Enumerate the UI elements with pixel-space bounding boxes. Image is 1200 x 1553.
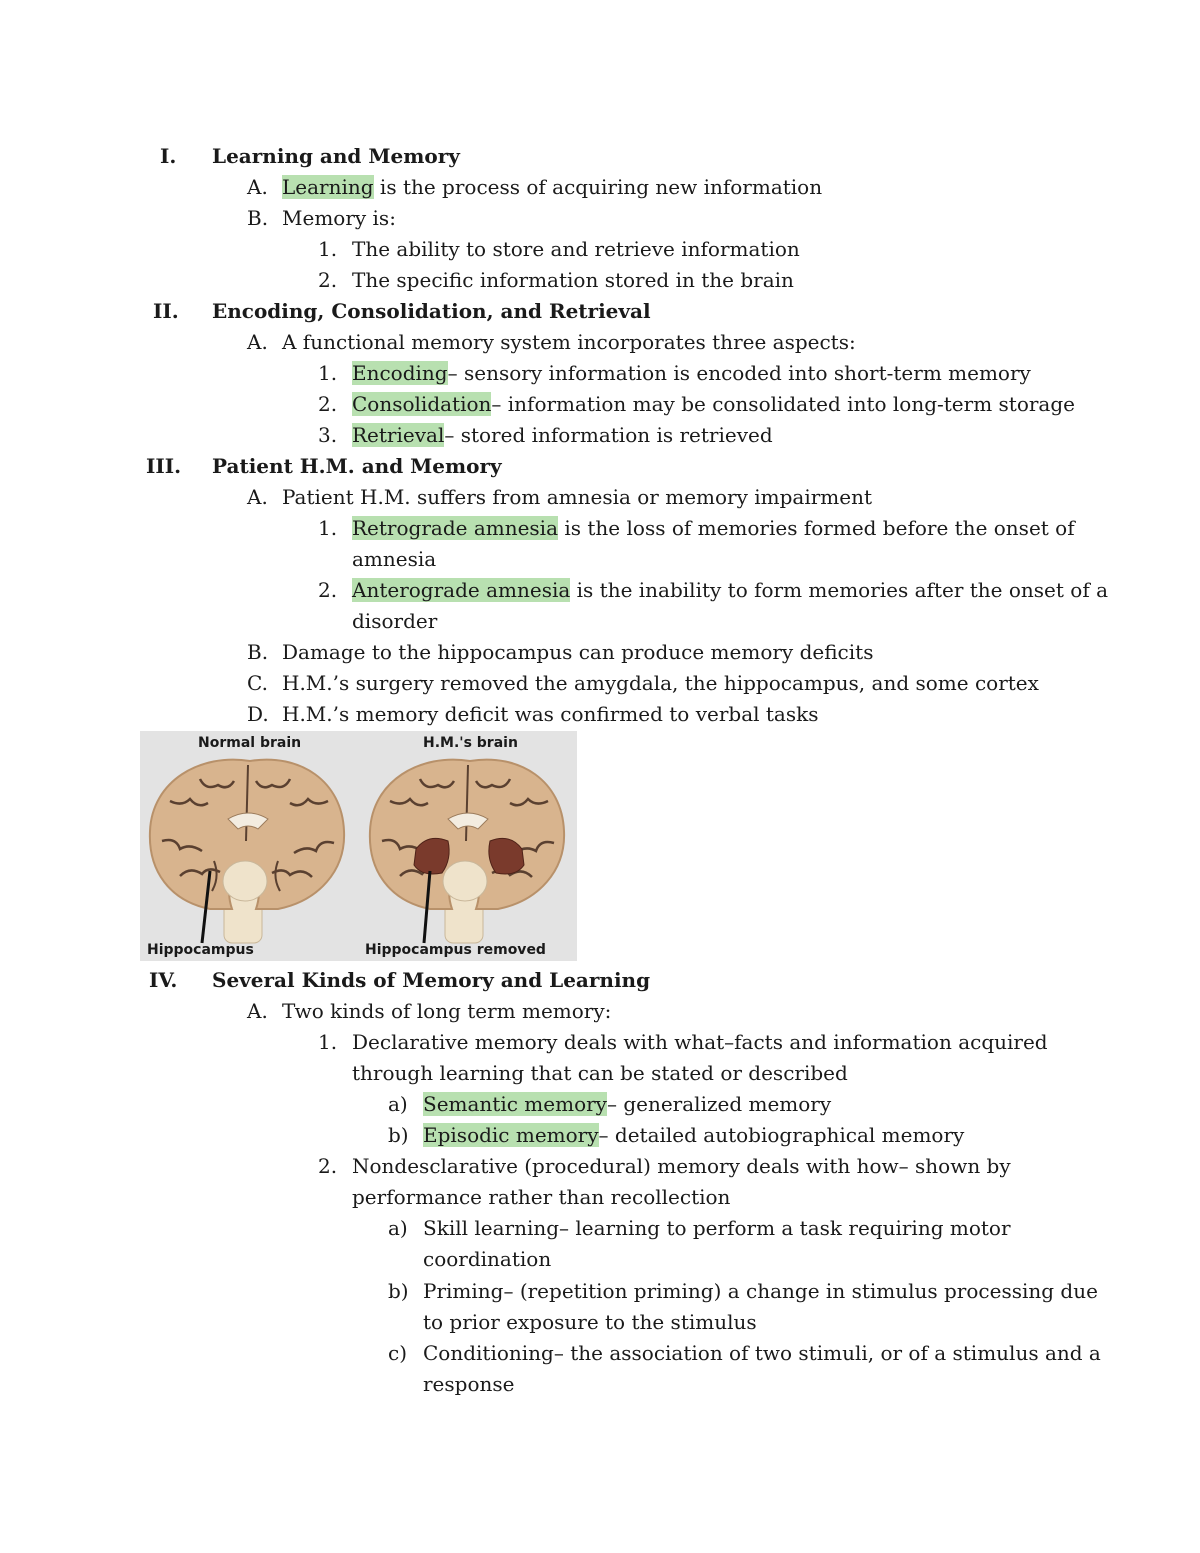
subitem-label: 2. [318, 392, 338, 416]
subsubitem-label: a) [388, 1092, 408, 1116]
subitem-text-cont: amnesia [352, 547, 437, 571]
section-numeral: I. [160, 144, 177, 168]
hippocampus-removed-caption: Hippocampus removed [365, 942, 546, 958]
outline-item [0, 668, 1200, 699]
outline-subitem [0, 358, 1200, 389]
subitem-label: 2. [318, 578, 338, 602]
subitem-label: 1. [318, 361, 338, 385]
subitem-text: Retrograde amnesia is the loss of memories formed before the onset of [352, 516, 1075, 540]
outline-subitem-continuation [0, 544, 1200, 575]
outline-item [0, 327, 1200, 358]
subitem-label: 1. [318, 237, 338, 261]
outline-subsubitem [0, 1213, 1200, 1244]
subsubitem-text-cont: to prior exposure to the stimulus [423, 1310, 757, 1334]
outline-item [0, 699, 1200, 730]
highlighted-term: Anterograde amnesia [352, 578, 571, 602]
subitem-text-cont: through learning that can be stated or described [352, 1061, 848, 1085]
subitem-text: Nondesclarative (procedural) memory deals with how– shown by [352, 1154, 1011, 1178]
subitem-label: 3. [318, 423, 338, 447]
item-text: Patient H.M. suffers from amnesia or memory impairment [282, 485, 873, 509]
subitem-text: Anterograde amnesia is the inability to form memories after the onset of a [352, 578, 1109, 602]
item-label: B. [247, 640, 269, 664]
outline-subitem [0, 575, 1200, 606]
item-text: H.M.’s surgery removed the amygdala, the hippocampus, and some cortex [282, 671, 1039, 695]
highlighted-term: Semantic memory [423, 1092, 607, 1116]
subsubitem-label: c) [388, 1341, 408, 1365]
highlighted-term: Retrieval [352, 423, 445, 447]
item-label: A. [247, 999, 268, 1023]
subsubitem-text: Skill learning– learning to perform a task requiring motor [423, 1216, 1011, 1240]
outline-subitem [0, 420, 1200, 451]
outline-subitem [0, 389, 1200, 420]
outline-item [0, 996, 1200, 1027]
subitem-label: 1. [318, 516, 338, 540]
subsubitem-text: Priming– (repetition priming) a change in stimulus processing due [423, 1279, 1098, 1303]
outline-subsubitem-continuation [0, 1244, 1200, 1275]
outline-subitem [0, 513, 1200, 544]
item-label: A. [247, 175, 268, 199]
subitem-label: 2. [318, 1154, 338, 1178]
outline-subitem-continuation [0, 606, 1200, 637]
section-heading: Several Kinds of Memory and Learning [212, 968, 651, 992]
outline-item [0, 637, 1200, 668]
subsubitem-label: a) [388, 1216, 408, 1240]
outline-subitem [0, 1027, 1200, 1058]
outline-item [0, 203, 1200, 234]
highlighted-term: Consolidation [352, 392, 492, 416]
subitem-text: The ability to store and retrieve information [352, 237, 800, 261]
outline-subsubitem [0, 1338, 1200, 1369]
item-label: A. [247, 330, 268, 354]
item-text: Learning is the process of acquiring new information [282, 175, 823, 199]
section-3-heading-line [0, 451, 1200, 482]
item-label: C. [247, 671, 268, 695]
item-text: A functional memory system incorporates three aspects: [282, 330, 856, 354]
outline-subsubitem-continuation [0, 1369, 1200, 1400]
outline-subitem [0, 1151, 1200, 1182]
subitem-text: Declarative memory deals with what–facts and information acquired [352, 1030, 1048, 1054]
hippocampus-caption: Hippocampus [147, 942, 254, 958]
outline-subitem [0, 265, 1200, 296]
section-heading: Patient H.M. and Memory [212, 454, 502, 478]
section-2-heading-line [0, 296, 1200, 327]
section-heading: Learning and Memory [212, 144, 460, 168]
section-heading: Encoding, Consolidation, and Retrieval [212, 299, 651, 323]
highlighted-term: Retrograde amnesia [352, 516, 559, 540]
subitem-label: 1. [318, 1030, 338, 1054]
outline-item [0, 482, 1200, 513]
outline-subitem [0, 234, 1200, 265]
item-text: Two kinds of long term memory: [282, 999, 612, 1023]
subsubitem-label: b) [388, 1123, 409, 1147]
subsubitem-text: Episodic memory– detailed autobiographical memory [423, 1123, 965, 1147]
item-label: D. [247, 702, 269, 726]
normal-brain-title: Normal brain [198, 735, 302, 751]
item-text: Memory is: [282, 206, 396, 230]
highlighted-term: Encoding [352, 361, 448, 385]
brain-comparison-figure [140, 731, 577, 961]
subitem-text: The specific information stored in the brain [352, 268, 794, 292]
subitem-text-cont: disorder [352, 609, 438, 633]
subitem-text: Consolidation– information may be consolidated into long-term storage [352, 392, 1075, 416]
subsubitem-text-cont: response [423, 1372, 515, 1396]
item-label: A. [247, 485, 268, 509]
outline-subsubitem-continuation [0, 1307, 1200, 1338]
highlighted-term: Learning [282, 175, 374, 199]
item-text: Damage to the hippocampus can produce memory deficits [282, 640, 874, 664]
subitem-text: Encoding– sensory information is encoded into short-term memory [352, 361, 1031, 385]
subsubitem-label: b) [388, 1279, 409, 1303]
outline-subsubitem [0, 1089, 1200, 1120]
subsubitem-text-cont: coordination [423, 1247, 552, 1271]
section-numeral: II. [153, 299, 179, 323]
outline-subsubitem [0, 1276, 1200, 1307]
highlighted-term: Episodic memory [423, 1123, 599, 1147]
item-label: B. [247, 206, 269, 230]
subitem-text-cont: performance rather than recollection [352, 1185, 731, 1209]
item-text: H.M.’s memory deficit was confirmed to verbal tasks [282, 702, 819, 726]
subsubitem-text: Semantic memory– generalized memory [423, 1092, 832, 1116]
brain-illustration [140, 731, 577, 961]
section-1-heading-line [0, 141, 1200, 172]
section-4-heading-line [0, 965, 1200, 996]
subitem-label: 2. [318, 268, 338, 292]
section-numeral: III. [146, 454, 182, 478]
subsubitem-text: Conditioning– the association of two stimuli, or of a stimulus and a [423, 1341, 1101, 1365]
subitem-text: Retrieval– stored information is retrieved [352, 423, 773, 447]
outline-subitem-continuation [0, 1182, 1200, 1213]
section-numeral: IV. [149, 968, 178, 992]
outline-subsubitem [0, 1120, 1200, 1151]
hm-brain-title: H.M.'s brain [423, 735, 518, 751]
outline-item [0, 172, 1200, 203]
outline-subitem-continuation [0, 1058, 1200, 1089]
